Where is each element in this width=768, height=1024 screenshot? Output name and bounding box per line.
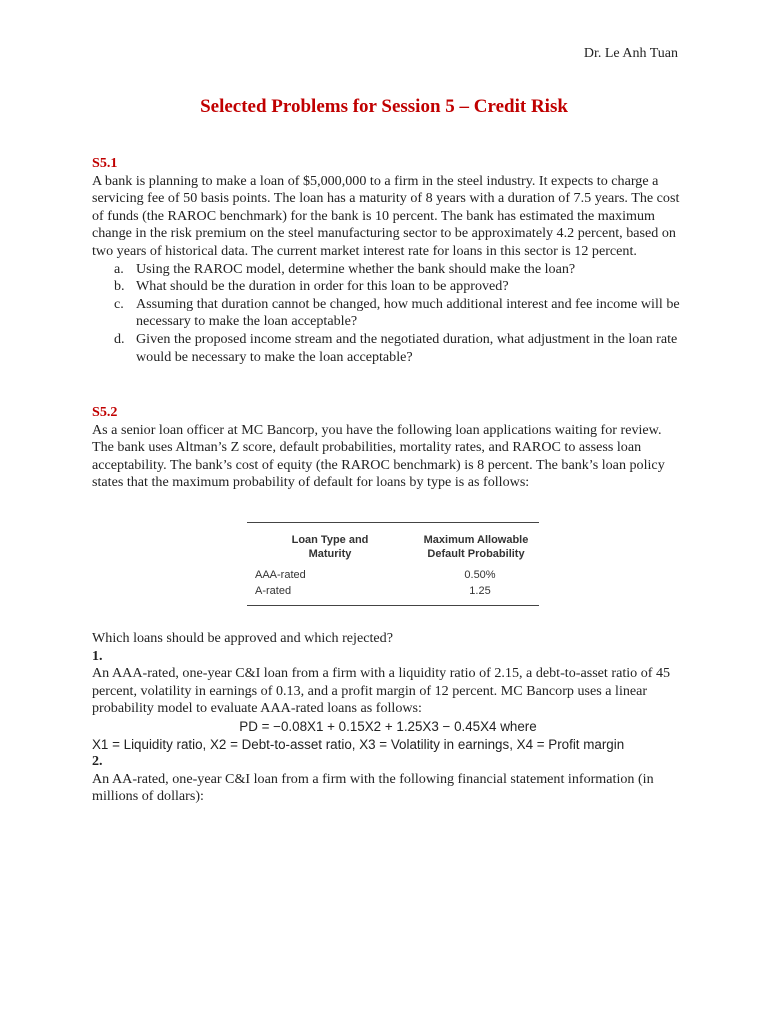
table-row	[247, 567, 539, 583]
author-name: Dr. Le Anh Tuan	[583, 46, 678, 61]
header-max-default: Maximum Allowable Default Probability	[423, 534, 529, 560]
default-probability-table	[247, 522, 539, 606]
question-text: An AAA-rated, one-year C&I loan from a firm with a liquidity ratio of 2.15, a debt-to-asset ratio of 45 percent, volatility in earnings of 0.13, and a profit margin of 12 percent. MC Bancorp uses a linear probability model to evaluate AAA-rated loans as follows:	[92, 665, 671, 717]
section-heading: S5.1	[92, 155, 118, 171]
list-item-text: Assuming that duration cannot be changed, how much additional interest and fee income will be necessary to make the loan acceptable?	[136, 295, 680, 330]
document-title: Selected Problems for Session 5 – Credit Risk	[200, 96, 568, 117]
list-item-text: What should be the duration in order for this loan to be approved?	[136, 278, 509, 295]
section-s5-2-questions	[92, 630, 684, 806]
question-number: 1.	[92, 647, 103, 664]
list-item-text: Given the proposed income stream and the negotiated duration, what adjustment in the loan rate would be necessary to make the loan acceptable?	[136, 330, 678, 365]
list-item	[92, 261, 684, 279]
table-row	[247, 583, 539, 605]
list-marker: c.	[114, 295, 124, 312]
list-item	[92, 331, 684, 366]
cell-loan-type: AAA-rated	[255, 569, 306, 581]
cell-loan-type: A-rated	[255, 585, 292, 597]
cell-default-prob: 1.25	[469, 585, 491, 597]
question-list	[92, 261, 684, 367]
pd-formula: PD = −0.08X1 + 0.15X2 + 1.25X3 − 0.45X4 where	[239, 718, 537, 734]
list-item-text: Using the RAROC model, determine whether the bank should make the loan?	[136, 260, 576, 277]
cell-default-prob: 0.50%	[464, 569, 496, 581]
list-item	[92, 278, 684, 296]
table-header	[247, 523, 539, 567]
variable-definitions: X1 = Liquidity ratio, X2 = Debt-to-asset ratio, X3 = Volatility in earnings, X4 = Profit margin	[92, 736, 625, 752]
question-number: 2.	[92, 753, 103, 770]
table-rule	[247, 605, 539, 606]
header-loan-type: Loan Type and Maturity	[291, 534, 369, 560]
list-item	[92, 296, 684, 331]
section-paragraph: A bank is planning to make a loan of $5,000,000 to a firm in the steel industry. It expects to charge a servicing fee of 50 basis points. The loan has a maturity of 8 years with a duration of 7.5 years. The cost of funds (the RAROC benchmark) for the bank is 10 percent. The bank has estimated the maximum change in the risk premium on the steel manufacturing sector to be approximately 4.2 percent, based on two years of historical data. The current market interest rate for loans in this sector is 12 percent.	[92, 172, 680, 259]
question-text: An AA-rated, one-year C&I loan from a firm with the following financial statement information (in millions of dollars):	[92, 770, 654, 805]
list-marker: d.	[114, 330, 125, 347]
list-marker: a.	[114, 260, 124, 277]
list-marker: b.	[114, 278, 125, 295]
section-paragraph: As a senior loan officer at MC Bancorp, you have the following loan applications waiting for review. The bank uses Altman’s Z score, default probabilities, mortality rates, and RAROC to assess loan acceptability. The bank’s cost of equity (the RAROC benchmark) is 8 percent. The bank’s loan policy states that the maximum probability of default for loans by type is as follows:	[92, 421, 665, 491]
section-s5-2	[92, 404, 684, 492]
section-s5-1	[92, 155, 684, 366]
section-heading: S5.2	[92, 404, 118, 420]
question-prompt: Which loans should be approved and which rejected?	[92, 630, 393, 646]
